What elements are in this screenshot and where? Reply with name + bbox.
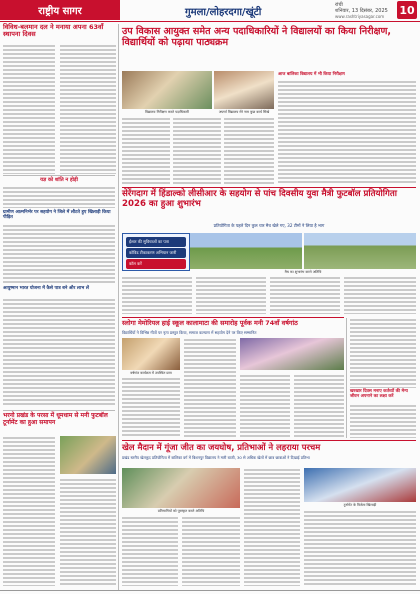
- left-bottom-photo: [60, 436, 116, 474]
- left-col-b: [60, 44, 116, 174]
- main-side-text: [278, 80, 416, 185]
- caption-2: अपर्णा विद्यालय मेरे नाम कुछ कार्य सिखे: [218, 110, 270, 114]
- right-col-top: [350, 318, 416, 388]
- page-title: गुमला/लोहरदगा/खूंटी: [185, 7, 262, 18]
- edition-date: शनिवार, 13 दिसंबर, 2025: [335, 8, 388, 14]
- football-subhead: प्रतियोगिता के पहले दिन कुल चार मैच खेले गए, 32 टीमों ने लिया है भाग: [213, 223, 325, 228]
- football-col-d: [344, 276, 416, 314]
- school-photo-2: [240, 338, 344, 370]
- left-col-a: [3, 44, 55, 174]
- left-mid2-headline: ग्रामीण आत्मनिर्भर पर सहयोग ने जिले में लौटते हुए खिलाड़ी किया पीड़ित: [3, 210, 111, 221]
- website-url[interactable]: www.rashtriyasagar.com: [335, 14, 385, 19]
- main-col-c: [224, 117, 274, 185]
- left-top-headline: विविध-बलमान दल ने मनाया अपना 63वाँ स्थापना दिवस: [3, 23, 104, 39]
- left-mid-headline: यज्ञ को शांति न होड़ी: [40, 177, 78, 183]
- sports-headline: खेल मैदान में गूंजा जीत का जयघोष, प्रतिभाओं ने लहराया परचम: [122, 442, 321, 452]
- football-col-c: [270, 276, 340, 314]
- right-col-bottom: [350, 404, 416, 438]
- football-col-a: [122, 276, 192, 314]
- football-col-b: [196, 276, 266, 314]
- sports-col-b: [122, 516, 178, 586]
- caption-6: टूर्नामेंट के विजेता खिलाड़ी: [343, 503, 377, 507]
- sports-photo-1: [122, 468, 240, 508]
- sports-subhead: प्रखंड स्तरीय खेलकूद प्रतियोगिता में बालिका वर्ग में बिशनपुर विद्यालय ने मारी बाजी, 30 से अधिक खेलों में छात्र छात्राओं ने दिखाई प्रतिभा: [122, 455, 310, 460]
- school-headline: स्लोगा मेमोरियल हाई स्कूल कालामाटा की समारोह पूर्वक मनी 74वाँ वर्षगांठ: [122, 319, 298, 327]
- left-mid-text: [3, 186, 115, 208]
- main-photo-2: [214, 71, 274, 109]
- main-photo-1: [122, 71, 212, 109]
- left-bottom-col-a: [3, 436, 55, 586]
- ad-item-1[interactable]: ईश्वर की सुविधाओं का पता: [126, 237, 186, 247]
- left-mid3-text: [3, 298, 115, 406]
- left-mid3-headline: आयुष्मान भारत योजना में कैसे पात्र बने और लाभ लें: [3, 286, 89, 291]
- ad-box: [122, 233, 190, 271]
- sports-col-d: [304, 510, 416, 586]
- football-headline: सेरेंगदाग में हिंडाल्को लीसीआर के सहयोग से पांच दिवसीय युवा मैत्री फुटबॉल प्रतियोगिता 2026 का हुआ शुभारंभ: [122, 189, 397, 209]
- left-bottom-headline: भरनो प्रखंड के परसा में धूमधाम से मनी फुटबॉल टूर्नामेंट का हुआ समापन: [3, 412, 108, 426]
- sports-photo-2: [304, 468, 416, 502]
- school-col-b: [184, 338, 236, 437]
- sports-col-c: [182, 516, 240, 586]
- school-subhead: विद्यार्थियों ने विभिन्न गीतों पर नृत्य प्रस्तुत किया, समाज कल्याण में सहयोग देने पर किए सम्मानित: [122, 330, 257, 335]
- caption-5: प्रतिभागियों को पुरस्कृत करते अतिथि: [157, 509, 205, 513]
- header-rule: [0, 21, 420, 22]
- main-headline: उप विकास आयुक्त समेत अन्य पदाधिकारियों ने विद्यालयों का किया निरीक्षण, विद्यार्थियों को पढ़ाया पाठ्यक्रम: [122, 26, 392, 49]
- caption-3: मैच का शुभारंभ करते अतिथि: [284, 270, 322, 274]
- section-masthead: राष्ट्रीय सागर: [0, 0, 120, 20]
- page-number: 10: [397, 1, 417, 19]
- caption-1: विद्यालय निरीक्षण करते पदाधिकारी: [145, 110, 189, 114]
- school-col-c: [240, 374, 290, 437]
- main-col-a: [122, 117, 170, 185]
- edition-city: रांची: [335, 2, 343, 8]
- main-col-b: [173, 117, 221, 185]
- school-col-d: [294, 374, 344, 437]
- football-photo-1: [190, 233, 302, 269]
- right-bottom-headline: खरखार दिवस मनाए कर्तव्यों की मेन्य जीवन अपनाने का लक्ष्य करें: [350, 389, 408, 399]
- sports-col-a: [244, 468, 300, 586]
- main-side-headline: आज बालिका विद्यालय में भी किया निरीक्षण: [278, 71, 345, 76]
- school-col-a: [122, 377, 180, 437]
- left-mid2-text: [3, 224, 115, 284]
- left-bottom-col-b: [60, 478, 116, 586]
- caption-4: वर्षगांठ कार्यक्रम में उपस्थित छात्र: [130, 371, 172, 375]
- ad-item-2[interactable]: कोविड टीकाकरण अभियान जारी: [126, 248, 186, 258]
- ad-item-3[interactable]: कॉल करें: [126, 259, 186, 269]
- school-photo-1: [122, 338, 180, 370]
- football-photo-2: [304, 233, 416, 269]
